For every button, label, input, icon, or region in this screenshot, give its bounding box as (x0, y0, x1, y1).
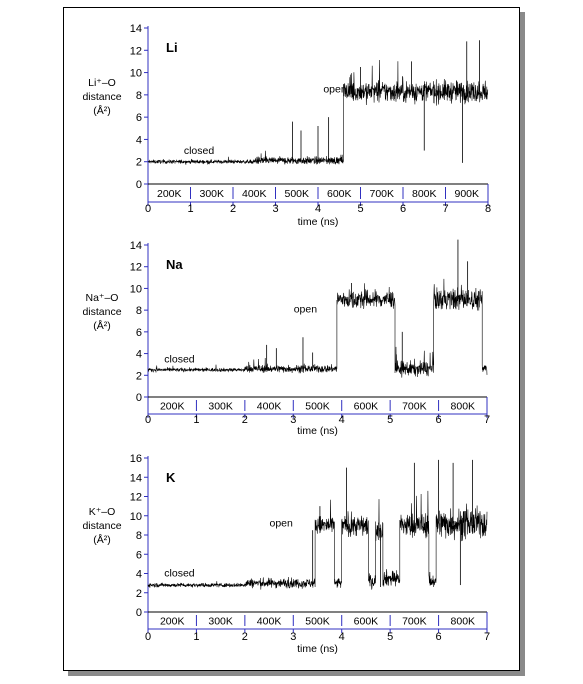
y-tick-label: 8 (135, 305, 142, 318)
y-axis-label: Li⁺–O (88, 77, 116, 89)
panel-li (82, 23, 491, 228)
x-tick-label: 6 (435, 631, 442, 643)
y-tick-label: 2 (135, 587, 142, 600)
y-tick-label: 4 (135, 568, 142, 581)
y-tick-label: 6 (135, 549, 142, 562)
y-tick-label: 2 (135, 156, 142, 169)
temperature-step-label: 600K (326, 188, 352, 200)
y-tick-label: 2 (135, 370, 142, 383)
distance-trace (148, 491, 487, 590)
y-tick-label: 12 (129, 491, 142, 504)
y-tick-label: 14 (129, 23, 142, 35)
x-tick-label: 0 (144, 414, 152, 426)
temperature-step-label: 800K (450, 615, 476, 628)
y-tick-label: 4 (135, 348, 142, 361)
x-axis-label: time (ns) (297, 216, 339, 228)
panel-title: Li (166, 40, 178, 55)
y-tick-label: 10 (129, 283, 142, 296)
temperature-step-label: 300K (208, 400, 233, 413)
y-tick-label: 12 (129, 261, 142, 274)
x-tick-label: 3 (290, 631, 297, 643)
temperature-step-label: 400K (241, 188, 267, 200)
temperature-step-label: 800K (450, 400, 476, 413)
temperature-step-label: 200K (156, 188, 182, 200)
x-tick-label: 6 (399, 203, 407, 215)
x-tick-label: 0 (144, 631, 152, 643)
y-tick-label: 10 (129, 67, 142, 80)
panel-title: K (166, 470, 176, 485)
x-tick-label: 2 (229, 203, 237, 215)
temperature-step-label: 400K (256, 615, 282, 628)
y-tick-label: 6 (135, 326, 142, 339)
temperature-step-label: 700K (402, 400, 427, 413)
y-tick-label: 14 (129, 472, 142, 485)
state-annotation-closed: closed (183, 144, 215, 157)
y-axis-label: K⁺–O (88, 506, 116, 518)
temperature-step-label: 500K (305, 615, 330, 628)
temperature-step-label: 900K (454, 188, 480, 200)
x-tick-label: 1 (193, 414, 200, 426)
y-tick-label: 16 (129, 453, 142, 465)
y-tick-label: 4 (135, 134, 142, 147)
temperature-step-label: 300K (208, 615, 233, 628)
x-tick-label: 0 (144, 203, 152, 215)
x-tick-label: 5 (357, 203, 364, 215)
y-axis-label: (Å²) (93, 320, 111, 332)
temperature-step-label: 300K (199, 188, 225, 200)
temperature-step-label: 500K (284, 188, 310, 200)
x-tick-label: 2 (241, 631, 248, 643)
x-tick-label: 4 (314, 203, 322, 215)
distance-trace (148, 279, 487, 378)
x-tick-label: 7 (442, 203, 449, 215)
y-tick-label: 12 (129, 45, 142, 58)
y-axis-label: distance (82, 520, 122, 532)
state-annotation-closed: closed (164, 567, 195, 580)
y-axis-label: distance (82, 306, 122, 318)
x-tick-label: 1 (193, 631, 200, 643)
x-tick-label: 6 (435, 414, 442, 426)
x-tick-label: 3 (290, 414, 297, 426)
temperature-step-label: 500K (305, 400, 330, 413)
x-tick-label: 5 (387, 631, 394, 643)
temperature-step-label: 200K (159, 615, 185, 628)
x-axis-label: time (ns) (297, 643, 338, 655)
y-axis-label: (Å²) (93, 534, 111, 546)
y-tick-label: 14 (129, 240, 142, 252)
state-annotation-open: open (293, 303, 318, 316)
x-tick-label: 4 (338, 414, 345, 426)
x-tick-label: 3 (272, 203, 279, 215)
x-tick-label: 7 (483, 414, 491, 426)
state-annotation-open: open (269, 517, 293, 530)
y-tick-label: 8 (135, 530, 142, 542)
x-tick-label: 5 (387, 414, 394, 426)
x-tick-label: 8 (484, 203, 492, 215)
panel-k (82, 453, 490, 655)
panel-na (82, 240, 490, 437)
y-axis-label: Na⁺–O (85, 292, 119, 304)
y-tick-label: 8 (135, 89, 142, 102)
y-tick-label: 6 (135, 112, 142, 125)
y-tick-label: 10 (129, 510, 142, 523)
temperature-step-label: 600K (353, 400, 379, 413)
x-tick-label: 4 (338, 631, 345, 643)
x-tick-label: 1 (187, 203, 194, 215)
temperature-step-label: 200K (159, 400, 185, 413)
y-tick-label: 0 (135, 179, 142, 191)
x-tick-label: 2 (241, 414, 248, 426)
temperature-step-label: 700K (402, 615, 427, 628)
temperature-step-label: 800K (411, 188, 437, 200)
state-annotation-closed: closed (164, 353, 195, 366)
x-tick-label: 7 (483, 631, 491, 643)
temperature-step-label: 700K (369, 188, 395, 200)
y-tick-label: 0 (135, 607, 142, 619)
panel-title: Na (166, 257, 183, 272)
y-axis-label: distance (82, 91, 122, 103)
y-tick-label: 0 (135, 392, 142, 404)
state-annotation-open: open (323, 83, 347, 96)
x-axis-label: time (ns) (297, 425, 338, 437)
y-axis-label: (Å²) (93, 105, 111, 117)
temperature-step-label: 400K (256, 400, 282, 413)
temperature-step-label: 600K (353, 615, 379, 628)
